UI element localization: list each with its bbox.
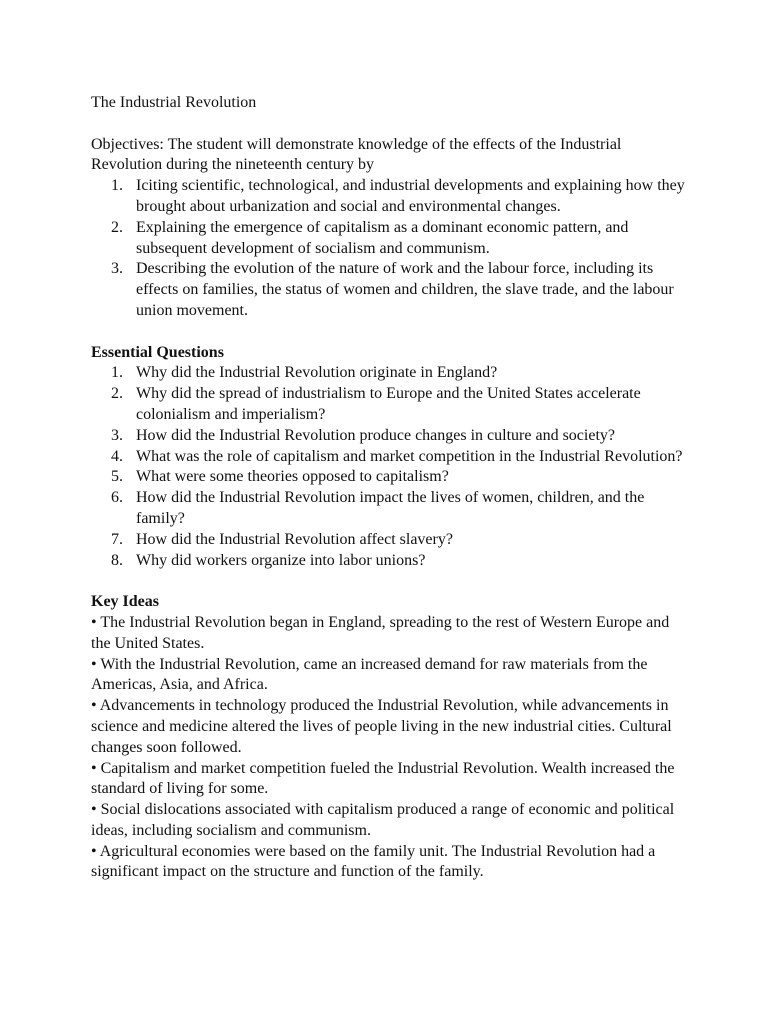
list-item: [91, 467, 691, 488]
list-text: Why did the spread of industrialism to Europe and the United States accelerate colonialism and imperialism?: [136, 385, 641, 423]
objectives-intro: Objectives: The student will demonstrate knowledge of the effects of the Industrial Revolution during the nineteenth century by: [91, 135, 622, 174]
list-item: [91, 426, 691, 447]
key-idea-item: • The Industrial Revolution began in England, spreading to the rest of Western Europe and the United States.: [91, 613, 670, 652]
list-text: Describing the evolution of the nature of work and the labour force, including its effects on families, the status of women and children, the slave trade, and the labour union movement.: [136, 260, 674, 319]
list-number: 2.: [111, 385, 123, 403]
list-item: [91, 488, 691, 530]
list-number: 2.: [111, 218, 123, 236]
list-text: Iciting scientific, technological, and industrial developments and explaining how they brought about urbanization and social and environmental changes.: [136, 177, 685, 215]
list-text: What was the role of capitalism and market competition in the Industrial Revolution?: [136, 447, 683, 465]
objectives-list: [91, 176, 691, 322]
list-text: How did the Industrial Revolution produce changes in culture and society?: [136, 426, 615, 444]
key-idea-item: • Social dislocations associated with capitalism produced a range of economic and political ideas, including socialism and communism.: [91, 801, 675, 839]
list-text: Why did the Industrial Revolution originate in England?: [136, 364, 498, 382]
list-item: [91, 530, 691, 551]
key-idea-item: • Advancements in technology produced the Industrial Revolution, while advancements in science and medicine altered the lives of people living in the new industrial cities. Cultural changes soon followed.: [91, 697, 672, 756]
key-idea-item: • Capitalism and market competition fueled the Industrial Revolution. Wealth increased the standard of living for some.: [91, 759, 675, 798]
essential-questions-list: [91, 363, 691, 571]
list-item: [91, 551, 691, 572]
list-item: [91, 259, 691, 321]
list-item: [91, 176, 691, 218]
list-item: [91, 447, 691, 468]
list-number: 7.: [111, 530, 123, 548]
list-number: 8.: [111, 551, 123, 569]
list-number: 5.: [111, 468, 123, 486]
list-text: How did the Industrial Revolution affect slavery?: [136, 530, 453, 548]
list-item: [91, 384, 691, 426]
essential-questions-heading: Essential Questions: [91, 343, 224, 361]
list-text: How did the Industrial Revolution impact the lives of women, children, and the family?: [136, 489, 645, 527]
list-item: [91, 218, 691, 260]
list-item: [91, 363, 691, 384]
list-number: 6.: [111, 489, 123, 507]
list-number: 1.: [111, 364, 123, 382]
list-number: 1.: [111, 177, 123, 195]
list-text: What were some theories opposed to capitalism?: [136, 468, 449, 486]
list-number: 3.: [111, 260, 123, 278]
key-ideas-list: [91, 613, 691, 883]
list-text: Explaining the emergence of capitalism as a dominant economic pattern, and subsequent development of socialism and communism.: [136, 218, 629, 257]
document-title: The Industrial Revolution: [91, 94, 257, 111]
list-text: Why did workers organize into labor unions?: [136, 551, 426, 569]
list-number: 4.: [111, 447, 123, 465]
key-idea-item: • Agricultural economies were based on the family unit. The Industrial Revolution had a significant impact on the structure and function of the family.: [91, 842, 656, 881]
key-idea-item: • With the Industrial Revolution, came an increased demand for raw materials from the Americas, Asia, and Africa.: [91, 655, 648, 694]
key-ideas-heading: Key Ideas: [91, 593, 159, 611]
document-page: [91, 93, 691, 883]
list-number: 3.: [111, 426, 123, 444]
